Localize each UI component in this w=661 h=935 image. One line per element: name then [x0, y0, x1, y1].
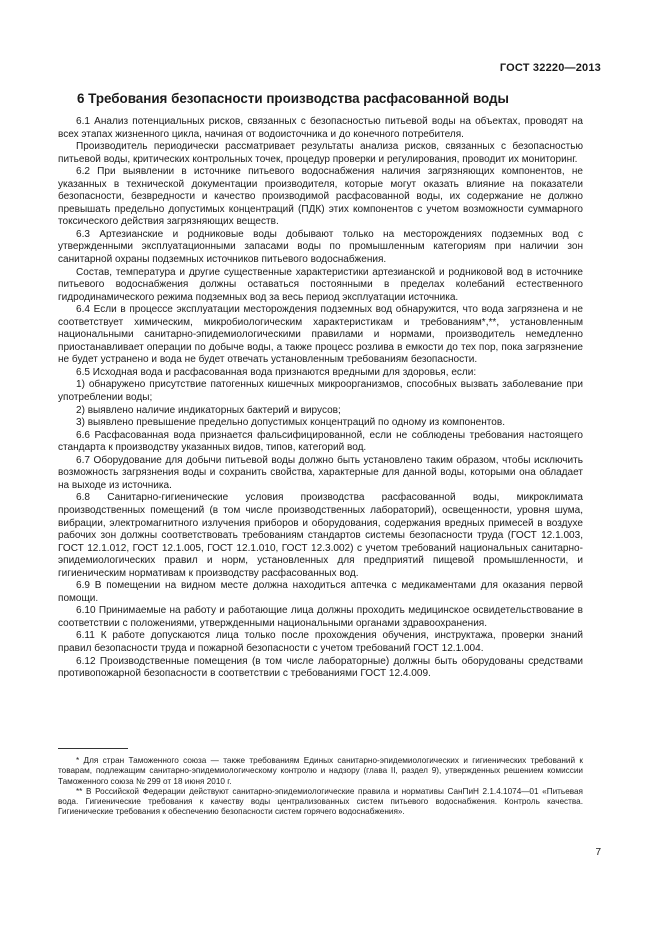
- list-item-1: 1) обнаружено присутствие патогенных кишечных микроорганизмов, способных вызвать заболевание при употреблении воды;: [58, 379, 583, 404]
- paragraph-6-5: 6.5 Исходная вода и расфасованная вода признаются вредными для здоровья, если:: [76, 366, 477, 378]
- paragraph-6-12: 6.12 Производственные помещения (в том числе лабораторные) должны быть оборудованы средствами противопожарной безопасности в соответствии с требованиями ГОСТ 12.4.009.: [58, 655, 583, 680]
- page-number: 7: [595, 847, 601, 858]
- paragraph-6-7: 6.7 Оборудование для добычи питьевой воды должно быть установлено таким образом, чтобы исключить возможность загрязнения воды и сохранить свойства, характерные для данной воды, которыми она обладает на выходе из источника.: [58, 454, 583, 491]
- footnote-1: * Для стран Таможенного союза — также требованиям Единых санитарно-эпидемиологических и гигиенических требований к товарам, подлежащим санитарно-эпидемиологическому контролю и надзору (глава II, раздел 9), утвержденных решением комиссии Таможенного союза № 299 от 18 июня 2010 г.: [58, 756, 583, 786]
- footnotes: [58, 756, 583, 818]
- paragraph-6-1: 6.1 Анализ потенциальных рисков, связанных с безопасностью питьевой воды на объектах, проводят на всех этапах жизненного цикла, начиная от водоисточника и до конечного потребителя.: [58, 116, 583, 140]
- paragraph-6-8: 6.8 Санитарно-гигиенические условия производства расфасованной воды, микроклимата производственных помещений (в том числе производственных лабораторий), освещенности, уровня шума, вибрации, электромагнитного излучения приборов и оборудования, содержания вредных примесей в воздухе рабочих зон должны соответствовать требованиям стандартов системы безопасности труда (ГОСТ 12.1.003, ГОСТ 12.1.012, ГОСТ 12.1.005, ГОСТ 12.1.010, ГОСТ 12.3.002) с учетом требований национальных санитарно-эпидемиологических правил и норм, установленных для предприятий пищевой промышленности, и гигиеническим нормативам к производству расфасованных вод.: [58, 492, 583, 579]
- paragraph-6-9: 6.9 В помещении на видном месте должна находиться аптечка с медикаментами для оказания первой помощи.: [58, 580, 583, 604]
- paragraph-6-3: 6.3 Артезианские и родниковые воды добывают только на месторождениях подземных вод с утвержденными эксплуатационными запасами воды по промышленным категориям при наличии зон санитарной охраны подземных источников питьевого водоснабжения.: [58, 228, 583, 266]
- paragraph-6-11: 6.11 К работе допускаются лица только после прохождения обучения, инструктажа, проверки знаний правил безопасности труда и пожарной безопасности с учетом требований ГОСТ 12.1.004.: [58, 630, 583, 654]
- paragraph-6-2: 6.2 При выявлении в источнике питьевого водоснабжения наличия загрязняющих компонентов, не указанных в технической документации производителя, которые могут оказать влияние на показатели безопасности, безвредности и качество производимой расфасованной воды, их содержание не должно превышать предельно допустимых концентраций (ПДК) этих компонентов с учетом возможности суммарного токсического действия загрязняющих веществ.: [58, 166, 583, 228]
- list-item-2: 2) выявлено наличие индикаторных бактерий и вирусов;: [76, 404, 341, 416]
- section-title: 6 Требования безопасности производства расфасованной воды: [77, 91, 509, 106]
- standard-number-header: ГОСТ 32220—2013: [499, 62, 601, 74]
- footnote-divider: [58, 748, 128, 749]
- body-text: [58, 116, 583, 681]
- paragraph-6-1-cont: Производитель периодически рассматривает результаты анализа рисков, связанных с безопасностью питьевой воды, критических контрольных точек, процедур проверки и регулирования, проводит их мониторинг.: [58, 141, 583, 165]
- footnote-2: ** В Российской Федерации действуют санитарно-эпидемиологические правила и нормативы СанПиН 2.1.4.1074—01 «Питьевая вода. Гигиенические требования к качеству воды централизованных систем питьевого водоснабжения. Контроль качества. Гигиенические требования к обеспечению безопасности систем горячего водоснабжения».: [58, 786, 583, 817]
- list-item-3: 3) выявлено превышение предельно допустимых концентраций по одному из компонентов.: [76, 417, 506, 429]
- paragraph-6-10: 6.10 Принимаемые на работу и работающие лица должны проходить медицинское освидетельствование в соответствии с положениями, утвержденными национальными органами здравоохранения.: [58, 605, 583, 629]
- paragraph-6-4: 6.4 Если в процессе эксплуатации месторождения подземных вод обнаружится, что вода загрязнена и не соответствует химическим, микробиологическим характеристикам и требованиям*,**, установленным национальными санитарно-эпидемиологическими правилами и нормами, производитель немедленно приостанавливает операции по добыче воды, а также процесс розлива в емкости до тех пор, пока загрязнение не будет устранено и вода не будет отвечать установленным требованиям безопасности.: [58, 304, 583, 366]
- paragraph-6-3-cont: Состав, температура и другие существенные характеристики артезианской и родниковой вод в источнике питьевого водоснабжения должны оставаться постоянными в пределах колебаний естественного гидродинамического режима подземных вод за весь период эксплуатации источника.: [58, 266, 583, 303]
- paragraph-6-6: 6.6 Расфасованная вода признается фальсифицированной, если не соблюдены требования настоящего стандарта к производству указанных видов, типов, категорий вод.: [58, 429, 583, 454]
